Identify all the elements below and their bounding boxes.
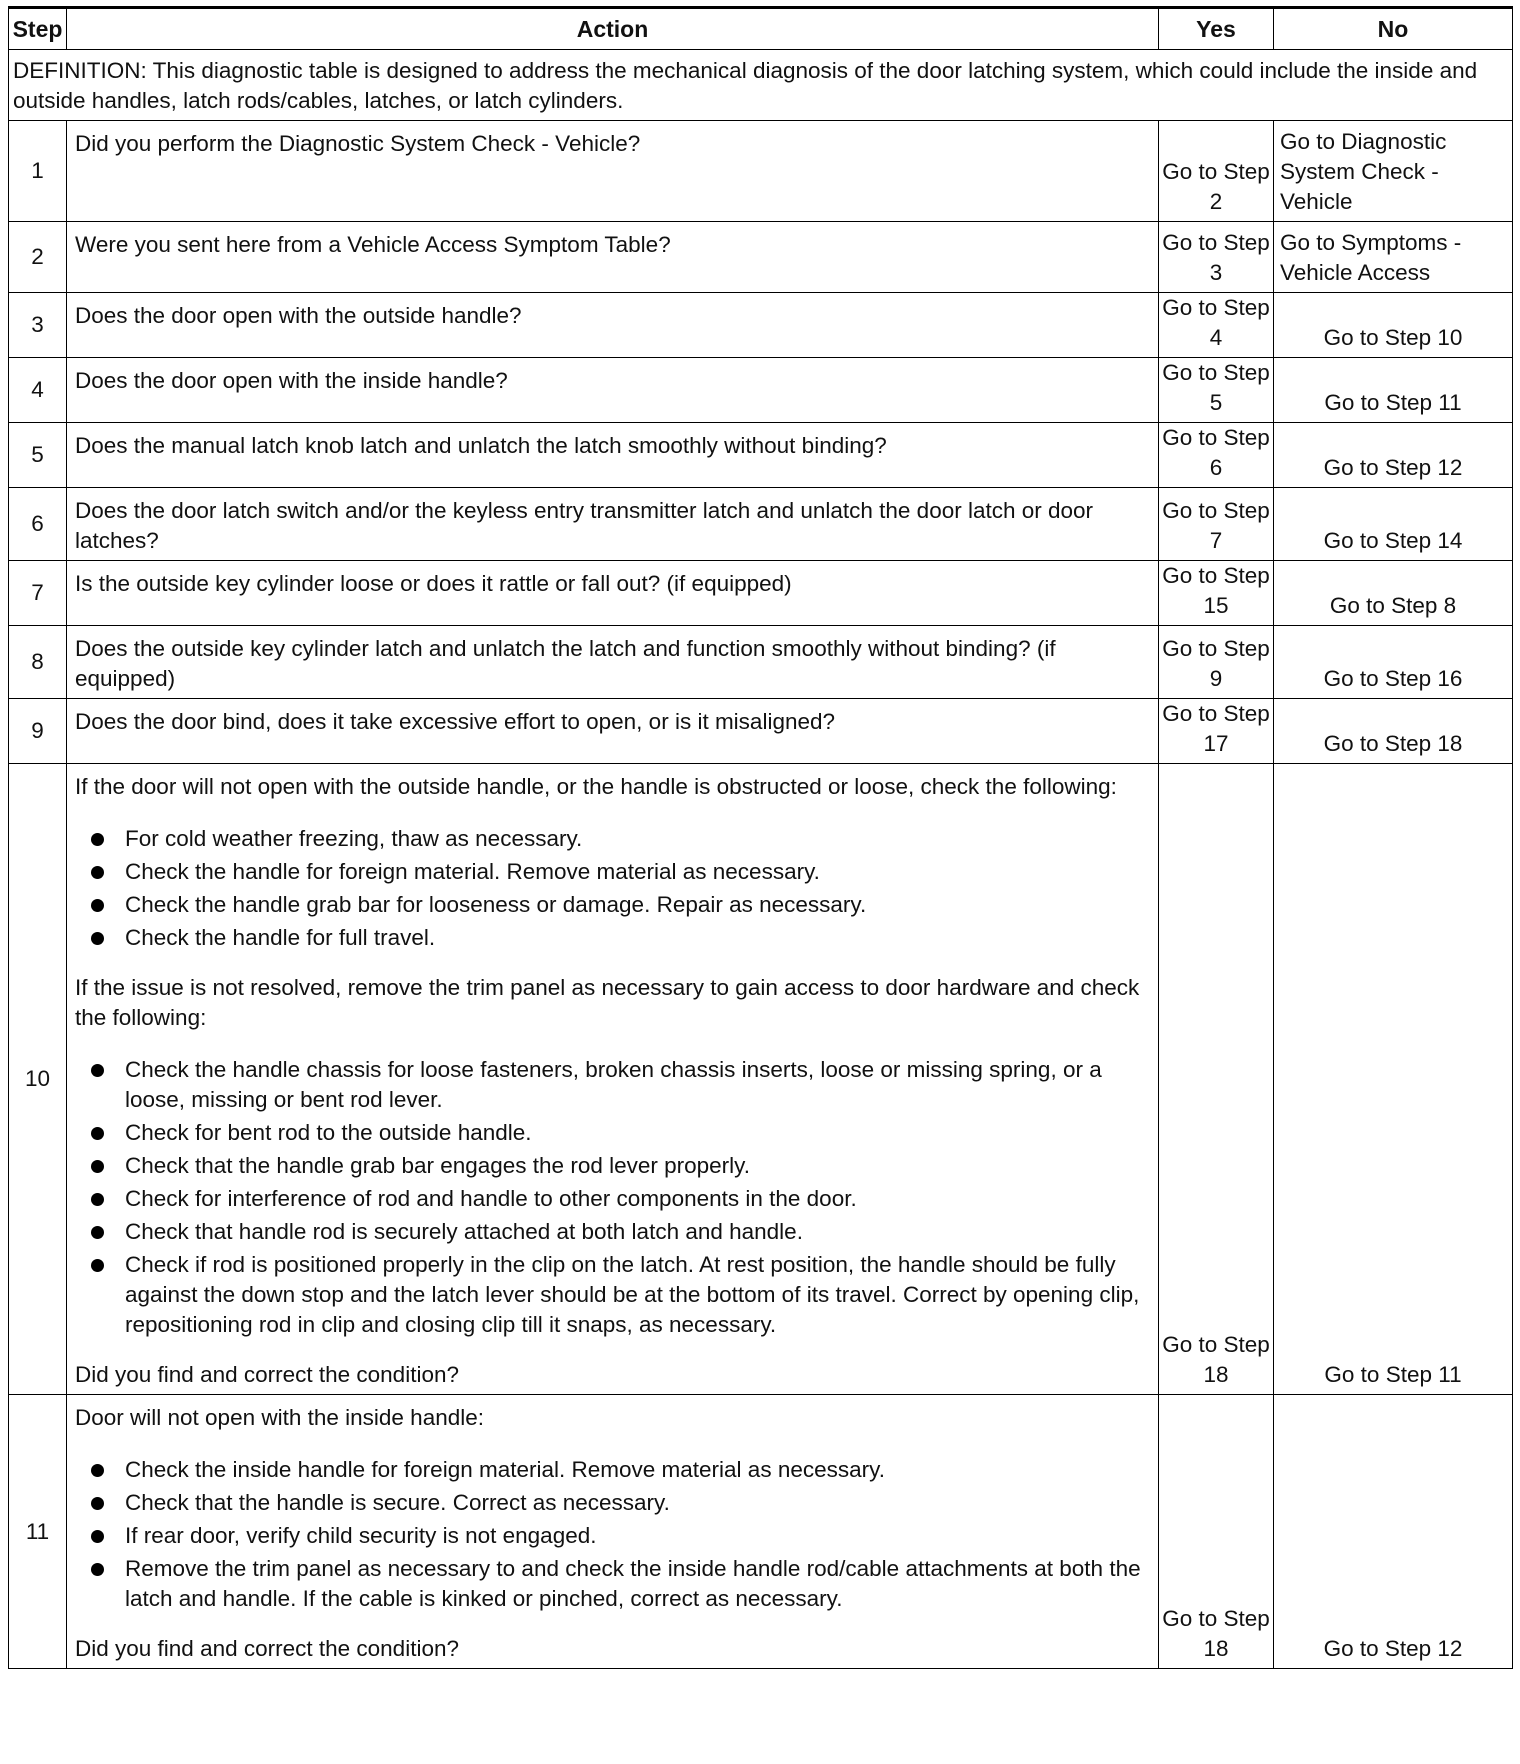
list-item: Check that handle rod is securely attached at both latch and handle.: [125, 1217, 1150, 1247]
diagnostic-table: [8, 6, 1513, 1669]
step10-middle: If the issue is not resolved, remove the trim panel as necessary to gain access to door hardware and check the following:: [75, 975, 1140, 1030]
table-row: [9, 626, 1513, 699]
step-number: 5: [9, 423, 67, 488]
list-item: If rear door, verify child security is not engaged.: [125, 1521, 1150, 1551]
yes-result: Go to Step 5: [1159, 358, 1274, 423]
no-result: Go to Step 14: [1274, 488, 1513, 561]
header-action: Action: [67, 8, 1159, 50]
action-text: Does the door bind, does it take excessive effort to open, or is it misaligned?: [67, 699, 1159, 764]
header-no: No: [1274, 8, 1513, 50]
definition-row: [9, 50, 1513, 121]
header-yes: Yes: [1159, 8, 1274, 50]
action-text: Does the manual latch knob latch and unlatch the latch smoothly without binding?: [67, 423, 1159, 488]
list-item: Check the inside handle for foreign material. Remove material as necessary.: [125, 1455, 1150, 1485]
yes-result: Go to Step 18: [1159, 1395, 1274, 1669]
step-number: 6: [9, 488, 67, 561]
action-text: Did you perform the Diagnostic System Check - Vehicle?: [67, 121, 1159, 222]
action-text: Is the outside key cylinder loose or does it rattle or fall out? (if equipped): [67, 561, 1159, 626]
list-item: Check for interference of rod and handle to other components in the door.: [125, 1184, 1150, 1214]
action-cell: [67, 1395, 1159, 1669]
yes-result: Go to Step 9: [1159, 626, 1274, 699]
table-row-step-11: [9, 1395, 1513, 1669]
step-number: 4: [9, 358, 67, 423]
step11-question: Did you find and correct the condition?: [75, 1636, 459, 1661]
action-text: Were you sent here from a Vehicle Access Symptom Table?: [67, 222, 1159, 293]
header-row: [9, 8, 1513, 50]
yes-result: Go to Step 7: [1159, 488, 1274, 561]
list-item: Remove the trim panel as necessary to and check the inside handle rod/cable attachments at both the latch and handle. If the cable is kinked or pinched, correct as necessary.: [125, 1554, 1150, 1614]
yes-result: Go to Step 18: [1159, 764, 1274, 1395]
definition-text: DEFINITION: This diagnostic table is designed to address the mechanical diagnosis of the door latching system, which could include the inside and outside handles, latch rods/cables, latches, or latch cylinders.: [9, 50, 1513, 121]
step-number: 10: [9, 764, 67, 1395]
list-item: Check the handle chassis for loose fasteners, broken chassis inserts, loose or missing spring, or a loose, missing or bent rod lever.: [125, 1055, 1150, 1115]
yes-result: Go to Step 3: [1159, 222, 1274, 293]
action-text: Does the outside key cylinder latch and unlatch the latch and function smoothly without binding? (if equipped): [67, 626, 1159, 699]
no-result: Go to Step 18: [1274, 699, 1513, 764]
no-result: Go to Diagnostic System Check - Vehicle: [1274, 121, 1513, 222]
no-result: Go to Step 10: [1274, 293, 1513, 358]
list-item: Check for bent rod to the outside handle.: [125, 1118, 1150, 1148]
step10-checklist-1: [75, 824, 1150, 953]
table-row: [9, 423, 1513, 488]
list-item: Check the handle grab bar for looseness or damage. Repair as necessary.: [125, 890, 1150, 920]
step-number: 2: [9, 222, 67, 293]
step-number: 7: [9, 561, 67, 626]
no-result: Go to Step 11: [1274, 764, 1513, 1395]
step11-checklist: [75, 1455, 1150, 1614]
table-row: [9, 561, 1513, 626]
yes-result: Go to Step 17: [1159, 699, 1274, 764]
list-item: Check that the handle grab bar engages the rod lever properly.: [125, 1151, 1150, 1181]
list-item: Check the handle for full travel.: [125, 923, 1150, 953]
yes-result: Go to Step 4: [1159, 293, 1274, 358]
no-result: Go to Step 12: [1274, 1395, 1513, 1669]
action-text: Does the door open with the outside handle?: [67, 293, 1159, 358]
action-text: Does the door latch switch and/or the keyless entry transmitter latch and unlatch the door latch or door latches?: [67, 488, 1159, 561]
list-item: Check the handle for foreign material. Remove material as necessary.: [125, 857, 1150, 887]
table-row: [9, 699, 1513, 764]
table-row: [9, 488, 1513, 561]
step10-checklist-2: [75, 1055, 1150, 1340]
step10-question: Did you find and correct the condition?: [75, 1362, 459, 1387]
no-result: Go to Step 12: [1274, 423, 1513, 488]
table-row: [9, 121, 1513, 222]
table-row: [9, 293, 1513, 358]
yes-result: Go to Step 15: [1159, 561, 1274, 626]
table-row-step-10: [9, 764, 1513, 1395]
action-cell: [67, 764, 1159, 1395]
no-result: Go to Symptoms - Vehicle Access: [1274, 222, 1513, 293]
step-number: 1: [9, 121, 67, 222]
yes-result: Go to Step 6: [1159, 423, 1274, 488]
header-step: Step: [9, 8, 67, 50]
step-number: 9: [9, 699, 67, 764]
no-result: Go to Step 11: [1274, 358, 1513, 423]
table-row: [9, 358, 1513, 423]
step-number: 8: [9, 626, 67, 699]
list-item: For cold weather freezing, thaw as necessary.: [125, 824, 1150, 854]
step10-intro: If the door will not open with the outside handle, or the handle is obstructed or loose, check the following:: [75, 774, 1117, 799]
step11-intro: Door will not open with the inside handle:: [75, 1405, 484, 1430]
no-result: Go to Step 16: [1274, 626, 1513, 699]
no-result: Go to Step 8: [1274, 561, 1513, 626]
step-number: 11: [9, 1395, 67, 1669]
step-number: 3: [9, 293, 67, 358]
list-item: Check if rod is positioned properly in the clip on the latch. At rest position, the handle should be fully against the down stop and the latch lever should be at the bottom of its travel. Correct by opening clip, repositioning rod in clip and closing clip till it snaps, as necessary.: [125, 1250, 1150, 1340]
action-text: Does the door open with the inside handle?: [67, 358, 1159, 423]
yes-result: Go to Step 2: [1159, 121, 1274, 222]
table-row: [9, 222, 1513, 293]
list-item: Check that the handle is secure. Correct as necessary.: [125, 1488, 1150, 1518]
